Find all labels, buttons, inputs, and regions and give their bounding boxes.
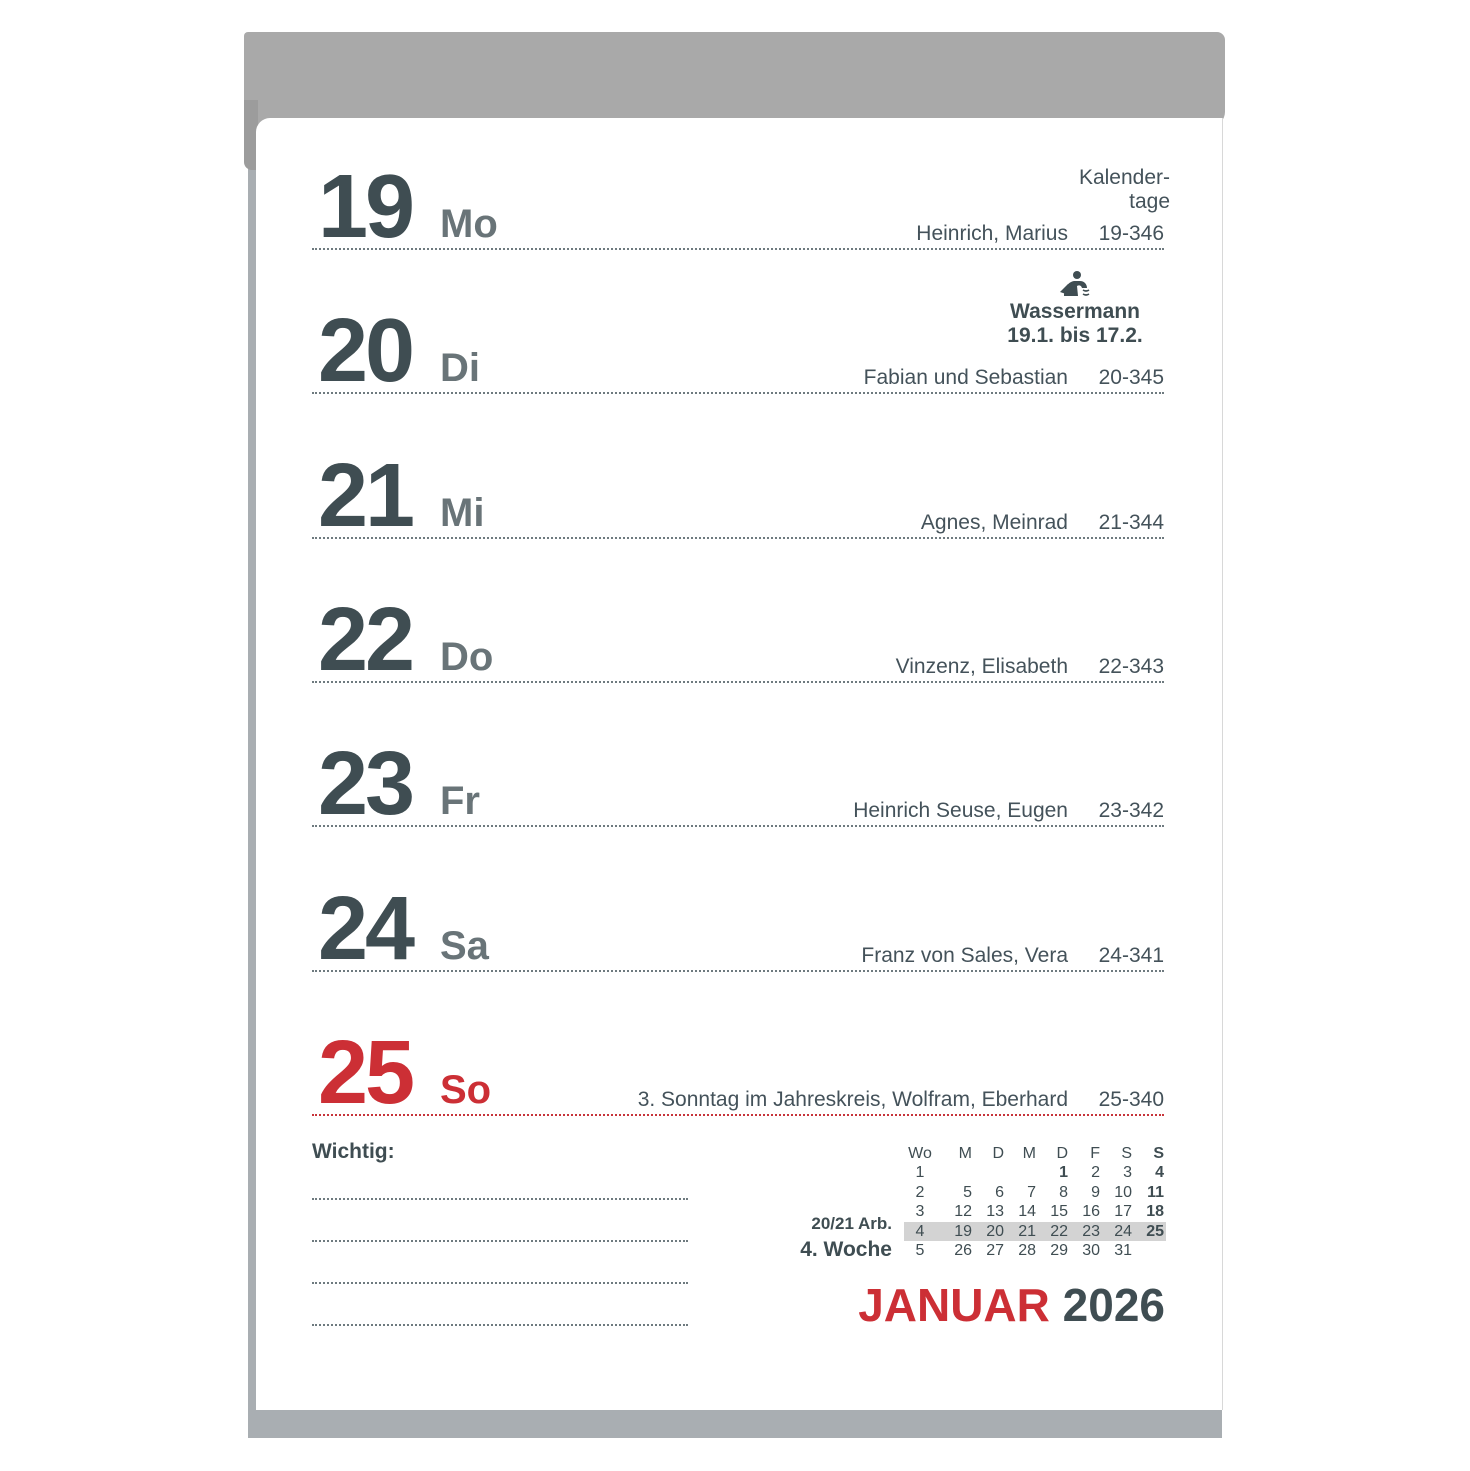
day-row-24: [312, 879, 1164, 979]
mini-calendar-day: 1: [1059, 1164, 1068, 1182]
mini-calendar-week-number: 2: [915, 1183, 925, 1201]
day-names: Heinrich Seuse, Eugen: [853, 799, 1068, 822]
day-code: 20-345: [1098, 366, 1164, 389]
day-names: Vinzenz, Elisabeth: [895, 655, 1068, 678]
mini-calendar-header: [904, 1144, 1166, 1163]
note-line[interactable]: [312, 1324, 688, 1326]
mini-calendar-day: 21: [1018, 1222, 1036, 1240]
day-weekday: Fr: [440, 779, 480, 823]
calendar-binding: [244, 32, 1225, 126]
day-names: 3. Sonntag im Jahreskreis, Wolfram, Eberhard: [637, 1088, 1068, 1111]
mini-calendar-week-number: 1: [915, 1164, 925, 1182]
day-code: 23-342: [1098, 799, 1164, 822]
mini-calendar-week-row: [904, 1202, 1166, 1221]
mini-calendar-header-cell: D: [1056, 1145, 1068, 1162]
mini-calendar-day: 29: [1050, 1241, 1068, 1259]
mini-calendar-week-row: [904, 1183, 1166, 1202]
mini-calendar-day: 10: [1114, 1183, 1132, 1201]
mini-calendar-week-row: [904, 1163, 1166, 1182]
mini-calendar-day: 16: [1082, 1203, 1100, 1221]
mini-calendar-header-cell: D: [992, 1145, 1004, 1162]
mini-calendar-week-number: 3: [915, 1203, 925, 1221]
mini-calendar-day: 22: [1050, 1222, 1068, 1240]
day-number: 21: [318, 446, 413, 546]
day-code: 19-346: [1098, 222, 1164, 245]
mini-calendar-day: 7: [1027, 1183, 1036, 1201]
note-line[interactable]: [312, 1282, 688, 1284]
mini-month-calendar: [904, 1144, 1166, 1260]
mini-calendar-header-cell: S: [1153, 1145, 1164, 1162]
mini-calendar-day: 20: [986, 1222, 1004, 1240]
day-row-25: [312, 1023, 1164, 1123]
mini-calendar-header-cell: S: [1121, 1145, 1132, 1162]
day-weekday: Sa: [440, 924, 489, 968]
month-year-title: [858, 1279, 1165, 1331]
day-names: Heinrich, Marius: [916, 222, 1068, 245]
mini-calendar-day: 14: [1018, 1203, 1036, 1221]
day-row-20: [312, 301, 1164, 401]
notes-label: Wichtig:: [312, 1140, 395, 1163]
mini-calendar-day: 25: [1146, 1222, 1164, 1240]
day-number: 25: [318, 1023, 413, 1123]
mini-calendar-header-cell: Wo: [908, 1145, 932, 1162]
mini-calendar-day: 8: [1059, 1183, 1068, 1201]
note-line[interactable]: [312, 1240, 688, 1242]
day-weekday: Mo: [440, 202, 498, 246]
mini-calendar-header-cell: M: [1022, 1145, 1036, 1162]
mini-calendar-header-cell: F: [1090, 1145, 1100, 1162]
mini-calendar-day: 30: [1082, 1241, 1100, 1259]
day-code: 22-343: [1098, 655, 1164, 678]
mini-calendar-day: 19: [954, 1222, 972, 1240]
mini-calendar-day: 3: [1123, 1164, 1132, 1182]
mini-calendar-week-row: [904, 1222, 1166, 1241]
mini-calendar-day: 2: [1091, 1164, 1100, 1182]
day-code: 24-341: [1098, 944, 1164, 967]
mini-calendar-week-number: 5: [915, 1241, 925, 1259]
day-row-22: [312, 590, 1164, 690]
day-number: 23: [318, 734, 413, 834]
zodiac-name: Wassermann: [1010, 300, 1140, 323]
mini-calendar-header-cell: M: [958, 1145, 972, 1162]
day-number: 22: [318, 590, 413, 690]
day-row-23: [312, 734, 1164, 834]
day-number: 24: [318, 879, 413, 979]
pad-stack-bottom: [248, 1410, 1222, 1438]
day-code: 25-340: [1098, 1088, 1164, 1111]
mini-calendar-day: 18: [1146, 1203, 1164, 1221]
day-row-21: [312, 446, 1164, 546]
mini-calendar-day: 9: [1091, 1183, 1100, 1201]
day-names: Franz von Sales, Vera: [861, 944, 1068, 967]
mini-calendar-day: 31: [1114, 1241, 1132, 1259]
mini-calendar-day: 12: [954, 1203, 972, 1221]
working-days-label: 20/21 Arb.: [811, 1214, 892, 1233]
mini-calendar-day: 15: [1050, 1203, 1068, 1221]
kalendertage-line1: Kalender-: [1078, 166, 1170, 189]
day-names: Fabian und Sebastian: [863, 366, 1068, 389]
day-code: 21-344: [1098, 511, 1164, 534]
day-row-19: [312, 157, 1164, 257]
day-number: 19: [318, 157, 413, 257]
day-number: 20: [318, 301, 413, 401]
week-number-label: 4. Woche: [800, 1238, 892, 1261]
kalendertage-line2: tage: [1129, 190, 1170, 213]
day-weekday: So: [440, 1068, 492, 1112]
mini-calendar-week-number: 4: [915, 1222, 925, 1240]
mini-calendar-day: 4: [1155, 1164, 1164, 1182]
mini-calendar-day: 5: [963, 1183, 972, 1201]
mini-calendar-day: 24: [1114, 1222, 1132, 1240]
mini-calendar-day: 11: [1147, 1183, 1164, 1201]
year: 2026: [1062, 1279, 1165, 1331]
mini-calendar-day: 28: [1018, 1241, 1036, 1259]
zodiac-range: 19.1. bis 17.2.: [1007, 324, 1143, 347]
note-line[interactable]: [312, 1198, 688, 1200]
mini-calendar-day: 6: [995, 1183, 1004, 1201]
mini-calendar-week-row: [904, 1241, 1166, 1260]
aquarius-icon: [1058, 270, 1092, 298]
day-weekday: Mi: [440, 491, 485, 535]
mini-calendar-day: 17: [1114, 1203, 1132, 1221]
day-names: Agnes, Meinrad: [920, 511, 1068, 534]
mini-calendar-day: 23: [1082, 1222, 1100, 1240]
day-weekday: Do: [440, 635, 494, 679]
mini-calendar-day: 26: [954, 1241, 972, 1259]
day-weekday: Di: [440, 346, 480, 390]
mini-calendar-day: 13: [986, 1203, 1004, 1221]
mini-calendar-day: 27: [986, 1241, 1004, 1259]
month-name: JANUAR: [858, 1279, 1050, 1331]
